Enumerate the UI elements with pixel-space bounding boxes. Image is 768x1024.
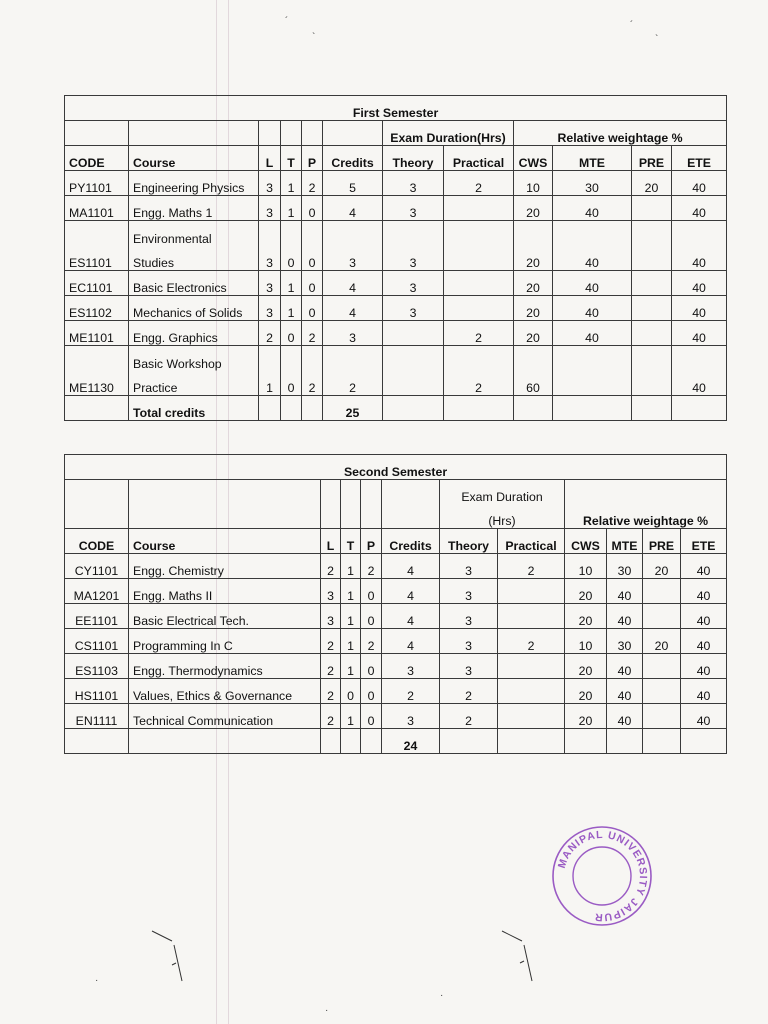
exam-duration-header-line2: (Hrs): [440, 504, 565, 529]
cell-l: 2: [321, 654, 341, 679]
table-row: [65, 679, 727, 704]
cell-pre: [643, 704, 681, 729]
cell-course: Engg. Thermodynamics: [129, 654, 321, 679]
first-semester-table: [64, 95, 727, 421]
total-credits-row: [65, 729, 727, 754]
col-header-p: P: [361, 529, 382, 554]
cell-cws: 10: [565, 629, 607, 654]
col-header-theory: Theory: [440, 529, 498, 554]
cell-course: Basic Electrical Tech.: [129, 604, 321, 629]
cell-cws: 20: [514, 221, 553, 271]
cell-l: 2: [321, 554, 341, 579]
course-name-line1: Basic Workshop: [133, 357, 222, 371]
cell-mte: 40: [553, 196, 632, 221]
cell-t: 0: [281, 321, 302, 346]
cell-l: 3: [321, 604, 341, 629]
cell-credits: 3: [382, 704, 440, 729]
cell-course: [129, 346, 259, 396]
cell-t: 0: [281, 221, 302, 271]
table-row: [65, 629, 727, 654]
cell-practical: 2: [444, 321, 514, 346]
cell-practical: [498, 604, 565, 629]
cell-t: 1: [341, 629, 361, 654]
col-header-credits: Credits: [323, 146, 383, 171]
cell-credits: 3: [323, 321, 383, 346]
cell-mte: 40: [553, 296, 632, 321]
cell-practical: [444, 196, 514, 221]
cell-code: CY1101: [65, 554, 129, 579]
cell-practical: [444, 296, 514, 321]
scan-speck: ´: [285, 16, 289, 27]
column-header-row: [65, 529, 727, 554]
table-row: [65, 271, 727, 296]
exam-duration-header-line1: Exam Duration: [440, 480, 565, 505]
cell-course: Technical Communication: [129, 704, 321, 729]
cell-mte: 40: [607, 654, 643, 679]
cell-cws: 20: [565, 654, 607, 679]
cell-pre: [632, 271, 672, 296]
scan-mark: [500, 925, 540, 985]
cell-t: 1: [281, 271, 302, 296]
col-header-pre: PRE: [643, 529, 681, 554]
cell-p: 0: [302, 271, 323, 296]
cell-credits: 4: [382, 604, 440, 629]
cell-theory: 3: [440, 554, 498, 579]
second-semester-title: Second Semester: [65, 455, 727, 480]
column-header-row: [65, 146, 727, 171]
cell-l: 3: [259, 296, 281, 321]
cell-pre: [643, 654, 681, 679]
cell-code: EC1101: [65, 271, 129, 296]
cell-p: 2: [302, 171, 323, 196]
cell-ete: 40: [681, 654, 727, 679]
cell-code: ES1102: [65, 296, 129, 321]
cell-cws: 20: [514, 196, 553, 221]
cell-ete: 40: [681, 604, 727, 629]
col-header-course: Course: [129, 146, 259, 171]
cell-p: 0: [302, 221, 323, 271]
cell-t: 0: [281, 346, 302, 396]
cell-l: 3: [259, 171, 281, 196]
cell-pre: 20: [632, 171, 672, 196]
cell-t: 1: [341, 704, 361, 729]
cell-practical: [498, 654, 565, 679]
cell-practical: 2: [498, 554, 565, 579]
cell-t: 1: [341, 579, 361, 604]
cell-pre: [632, 346, 672, 396]
cell-mte: 40: [607, 579, 643, 604]
cell-credits: 2: [382, 679, 440, 704]
cell-mte: [553, 346, 632, 396]
cell-mte: 30: [607, 554, 643, 579]
cell-t: 1: [281, 171, 302, 196]
course-name-line2: Practice: [133, 381, 178, 395]
scan-speck: ·: [325, 1005, 329, 1016]
cell-course: Engg. Maths 1: [129, 196, 259, 221]
table-row: [65, 196, 727, 221]
cell-pre: 20: [643, 629, 681, 654]
col-header-practical: Practical: [444, 146, 514, 171]
cell-practical: 2: [498, 629, 565, 654]
cell-theory: 2: [440, 704, 498, 729]
cell-practical: [444, 271, 514, 296]
cell-ete: 40: [672, 296, 727, 321]
cell-practical: [498, 704, 565, 729]
cell-t: 1: [281, 196, 302, 221]
cell-ete: 40: [672, 321, 727, 346]
cell-l: 2: [321, 704, 341, 729]
table-row: [65, 579, 727, 604]
col-header-cws: CWS: [514, 146, 553, 171]
cell-practical: [444, 221, 514, 271]
col-header-ete: ETE: [681, 529, 727, 554]
cell-p: 2: [361, 629, 382, 654]
cell-theory: 3: [383, 271, 444, 296]
table-row: [65, 604, 727, 629]
col-header-l: L: [259, 146, 281, 171]
first-semester-title: First Semester: [65, 96, 727, 121]
cell-ete: 40: [672, 171, 727, 196]
cell-credits: 4: [323, 296, 383, 321]
cell-ete: 40: [681, 704, 727, 729]
table-row: [65, 346, 727, 396]
svg-text:MANIPAL UNIVERSITY JAIPUR: [556, 829, 649, 923]
cell-theory: 3: [383, 196, 444, 221]
cell-theory: 3: [440, 629, 498, 654]
total-credits-value: 24: [382, 729, 440, 754]
cell-p: 0: [361, 579, 382, 604]
cell-theory: 3: [440, 654, 498, 679]
cell-t: 1: [341, 604, 361, 629]
cell-credits: 4: [382, 629, 440, 654]
cell-l: 3: [321, 579, 341, 604]
table-row: [65, 654, 727, 679]
cell-ete: 40: [672, 271, 727, 296]
cell-course: Mechanics of Solids: [129, 296, 259, 321]
cell-t: 1: [281, 296, 302, 321]
col-header-pre: PRE: [632, 146, 672, 171]
cell-mte: 30: [553, 171, 632, 196]
cell-pre: [632, 196, 672, 221]
col-header-practical: Practical: [498, 529, 565, 554]
scan-speck: ´: [630, 20, 634, 31]
cell-ete: 40: [672, 346, 727, 396]
cell-course: Values, Ethics & Governance: [129, 679, 321, 704]
cell-course: Basic Electronics: [129, 271, 259, 296]
cell-pre: [632, 321, 672, 346]
cell-cws: 60: [514, 346, 553, 396]
col-header-code: CODE: [65, 529, 129, 554]
cell-cws: 20: [565, 604, 607, 629]
cell-ete: 40: [681, 679, 727, 704]
cell-pre: [643, 604, 681, 629]
cell-course: Programming In C: [129, 629, 321, 654]
cell-p: 0: [302, 196, 323, 221]
cell-l: 3: [259, 271, 281, 296]
cell-theory: [383, 321, 444, 346]
university-stamp: [551, 825, 653, 927]
col-header-t: T: [281, 146, 302, 171]
total-credits-row: [65, 396, 727, 421]
total-credits-value: 25: [323, 396, 383, 421]
col-header-code: CODE: [65, 146, 129, 171]
cell-credits: 3: [382, 654, 440, 679]
cell-practical: 2: [444, 171, 514, 196]
cell-l: 2: [321, 629, 341, 654]
cell-pre: [632, 221, 672, 271]
table-row: [65, 321, 727, 346]
cell-p: 2: [302, 321, 323, 346]
cell-l: 2: [321, 679, 341, 704]
second-semester-table: [64, 454, 727, 754]
cell-code: HS1101: [65, 679, 129, 704]
cell-pre: 20: [643, 554, 681, 579]
cell-p: 0: [361, 679, 382, 704]
course-name-line1: Environmental: [133, 232, 212, 246]
table-row: [65, 221, 727, 271]
cell-p: 2: [302, 346, 323, 396]
cell-pre: [643, 679, 681, 704]
cell-cws: 10: [565, 554, 607, 579]
col-header-mte: MTE: [553, 146, 632, 171]
table-row: [65, 296, 727, 321]
cell-ete: 40: [681, 579, 727, 604]
cell-code: EN1111: [65, 704, 129, 729]
cell-cws: 20: [565, 579, 607, 604]
col-header-l: L: [321, 529, 341, 554]
scan-speck: ·: [440, 990, 444, 1001]
cell-mte: 30: [607, 629, 643, 654]
cell-theory: 3: [383, 171, 444, 196]
cell-code: ME1101: [65, 321, 129, 346]
cell-course: Engineering Physics: [129, 171, 259, 196]
cell-theory: 3: [383, 221, 444, 271]
cell-l: 2: [259, 321, 281, 346]
cell-course: Engg. Maths II: [129, 579, 321, 604]
cell-l: 3: [259, 196, 281, 221]
col-header-t: T: [341, 529, 361, 554]
cell-mte: 40: [607, 679, 643, 704]
cell-cws: 10: [514, 171, 553, 196]
cell-cws: 20: [565, 704, 607, 729]
col-header-course: Course: [129, 529, 321, 554]
cell-code: ME1130: [65, 346, 129, 396]
cell-mte: 40: [553, 321, 632, 346]
cell-p: 0: [302, 296, 323, 321]
col-header-mte: MTE: [607, 529, 643, 554]
cell-p: 0: [361, 604, 382, 629]
cell-credits: 3: [323, 221, 383, 271]
exam-duration-header: Exam Duration(Hrs): [383, 121, 514, 146]
cell-p: 2: [361, 554, 382, 579]
scan-speck: ·: [95, 975, 99, 986]
cell-p: 0: [361, 654, 382, 679]
cell-code: ES1101: [65, 221, 129, 271]
cell-ete: 40: [681, 554, 727, 579]
stamp-text: MANIPAL UNIVERSITY JAIPUR: [555, 828, 650, 924]
scan-speck: `: [655, 34, 659, 45]
cell-code: EE1101: [65, 604, 129, 629]
cell-credits: 4: [382, 554, 440, 579]
cell-course: Engg. Graphics: [129, 321, 259, 346]
cell-mte: 40: [553, 271, 632, 296]
cell-code: MA1201: [65, 579, 129, 604]
cell-course: [129, 221, 259, 271]
cell-credits: 4: [382, 579, 440, 604]
cell-theory: 3: [440, 579, 498, 604]
cell-t: 1: [341, 654, 361, 679]
cell-cws: 20: [514, 296, 553, 321]
cell-mte: 40: [607, 704, 643, 729]
cell-credits: 5: [323, 171, 383, 196]
cell-ete: 40: [672, 221, 727, 271]
cell-ete: 40: [681, 629, 727, 654]
col-header-ete: ETE: [672, 146, 727, 171]
relative-weightage-header: Relative weightage %: [565, 480, 727, 529]
cell-practical: 2: [444, 346, 514, 396]
cell-theory: 3: [383, 296, 444, 321]
cell-mte: 40: [607, 604, 643, 629]
cell-mte: 40: [553, 221, 632, 271]
table-row: [65, 554, 727, 579]
scan-mark: [150, 925, 190, 985]
cell-credits: 4: [323, 196, 383, 221]
cell-credits: 2: [323, 346, 383, 396]
cell-p: 0: [361, 704, 382, 729]
cell-credits: 4: [323, 271, 383, 296]
cell-ete: 40: [672, 196, 727, 221]
col-header-credits: Credits: [382, 529, 440, 554]
cell-code: MA1101: [65, 196, 129, 221]
col-header-cws: CWS: [565, 529, 607, 554]
cell-l: 3: [259, 221, 281, 271]
cell-code: PY1101: [65, 171, 129, 196]
cell-practical: [498, 679, 565, 704]
cell-course: Engg. Chemistry: [129, 554, 321, 579]
col-header-theory: Theory: [383, 146, 444, 171]
cell-code: CS1101: [65, 629, 129, 654]
cell-l: 1: [259, 346, 281, 396]
col-header-p: P: [302, 146, 323, 171]
cell-cws: 20: [514, 321, 553, 346]
cell-code: ES1103: [65, 654, 129, 679]
cell-theory: 3: [440, 604, 498, 629]
table-row: [65, 171, 727, 196]
cell-pre: [643, 579, 681, 604]
cell-practical: [498, 579, 565, 604]
cell-theory: 2: [440, 679, 498, 704]
cell-t: 0: [341, 679, 361, 704]
cell-cws: 20: [514, 271, 553, 296]
relative-weightage-header: Relative weightage %: [514, 121, 727, 146]
table-row: [65, 704, 727, 729]
cell-pre: [632, 296, 672, 321]
cell-cws: 20: [565, 679, 607, 704]
total-credits-label: Total credits: [129, 396, 259, 421]
scan-speck: `: [312, 32, 316, 43]
course-name-line2: Studies: [133, 256, 175, 270]
cell-t: 1: [341, 554, 361, 579]
cell-theory: [383, 346, 444, 396]
